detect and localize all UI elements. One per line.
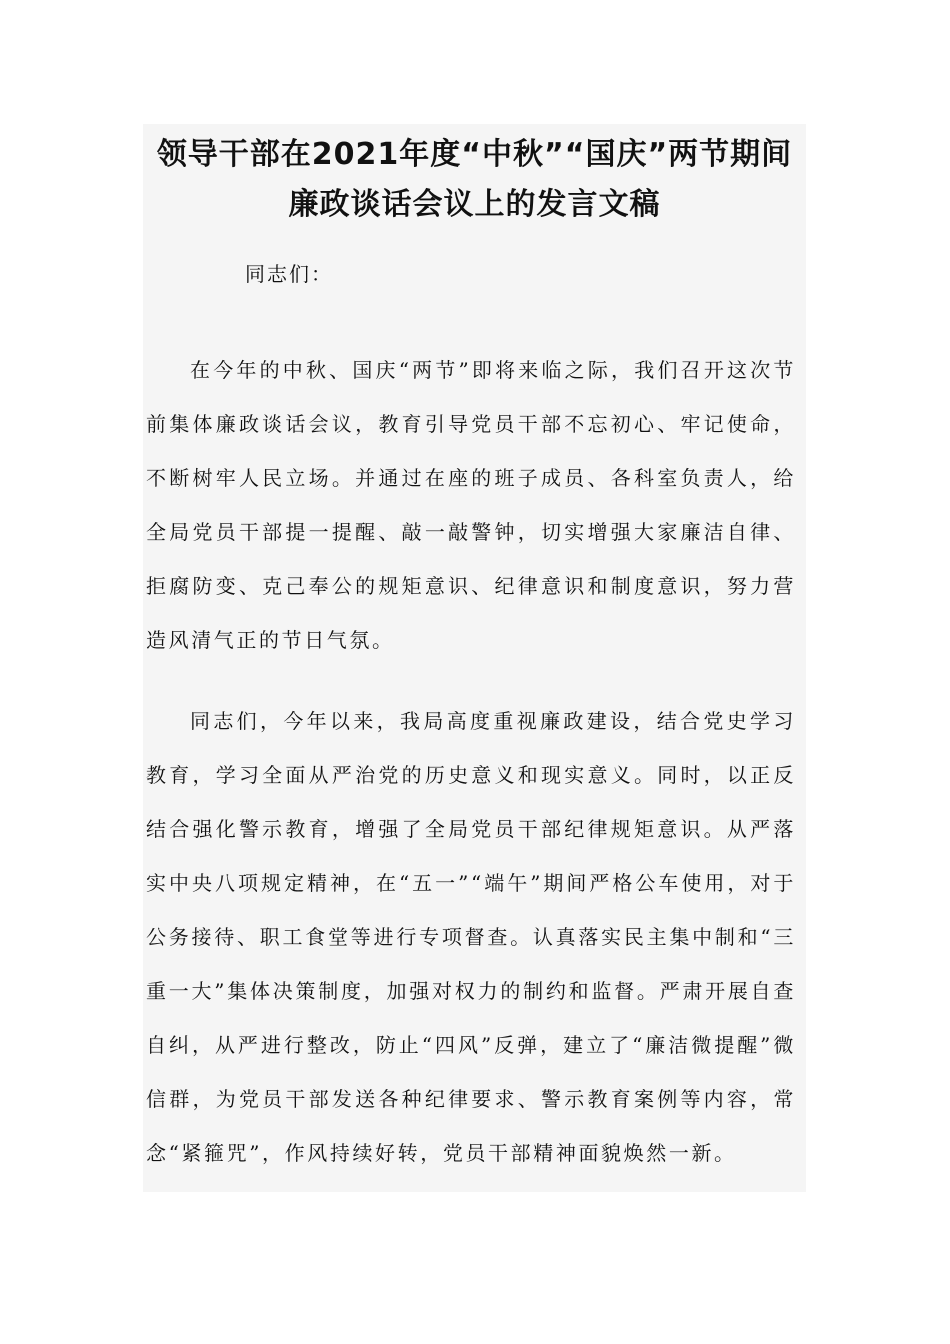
- body-paragraph-2: 同志们，今年以来，我局高度重视廉政建设，结合党史学习教育，学习全面从严治党的历史意义和现实意义。同时，以正反结合强化警示教育，增强了全局党员干部纪律规矩意识。从严落实中央八项规定精神，在“五一”“端午”期间严格公车使用，对于公务接待、职工食堂等进行专项督查。认真落实民主集中制和“三重一大”集体决策制度，加强对权力的制约和监督。严肃开展自查自纠，从严进行整改，防止“四风”反弹，建立了“廉洁微提醒”微信群，为党员干部发送各种纪律要求、警示教育案例等内容，常念“紧箍咒”，作风持续好转，党员干部精神面貌焕然一新。: [146, 709, 796, 1165]
- document-title: 领导干部在2021年度“中秋”“国庆”两节期间廉政谈话会议上的发言文稿: [156, 137, 793, 222]
- greeting-text: 同志们：: [245, 262, 333, 286]
- body-paragraph-1: 在今年的中秋、国庆“两节”即将来临之际，我们召开这次节前集体廉政谈话会议，教育引导党员干部不忘初心、牢记使命，不断树牢人民立场。并通过在座的班子成员、各科室负责人，给全局党员干部提一提醒、敲一敲警钟，切实增强大家廉洁自律、拒腐防变、克己奉公的规矩意识、纪律意识和制度意识，努力营造风清气正的节日气氛。: [146, 358, 796, 652]
